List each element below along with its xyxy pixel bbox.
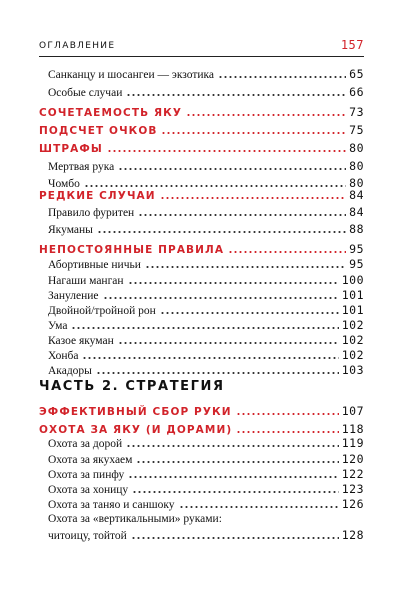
toc-section-page: 107 bbox=[341, 404, 364, 418]
dot-leader bbox=[136, 461, 338, 463]
toc-entry-title: Охота за якухаем bbox=[48, 454, 133, 466]
toc-entry-page: 120 bbox=[341, 452, 364, 466]
toc-entry-title: Акадоры bbox=[48, 365, 92, 377]
dot-leader bbox=[107, 150, 346, 152]
toc-entry-title: Охота за дорой bbox=[48, 438, 123, 450]
part-title: ЧАСТЬ 2. СТРАТЕГИЯ bbox=[39, 379, 225, 394]
toc-entry-page: 119 bbox=[341, 436, 364, 450]
dot-leader bbox=[160, 197, 347, 199]
toc-section-page: 80 bbox=[349, 141, 364, 155]
dot-leader bbox=[84, 185, 346, 187]
dot-leader bbox=[128, 476, 338, 478]
toc-part-heading bbox=[39, 379, 364, 394]
toc-entry bbox=[48, 85, 364, 99]
page-number: 157 bbox=[340, 38, 364, 52]
toc-section-page: 118 bbox=[341, 422, 364, 436]
dot-leader bbox=[82, 357, 338, 359]
dot-leader bbox=[96, 372, 339, 374]
toc-entry-page: 65 bbox=[349, 67, 364, 81]
toc-section-page: 75 bbox=[349, 123, 364, 137]
dot-leader bbox=[118, 168, 346, 170]
toc-entry-title: Охота за «вертикальными» руками: bbox=[48, 513, 222, 525]
toc-entry-title: Казое якуман bbox=[48, 335, 114, 347]
toc-entry bbox=[48, 273, 364, 287]
toc-entry-page: 102 bbox=[341, 348, 364, 362]
dot-leader bbox=[236, 413, 339, 415]
toc-section-title: РЕДКИЕ СЛУЧАИ bbox=[39, 190, 156, 202]
toc-section-title: ПОДСЧЕТ ОЧКОВ bbox=[39, 125, 158, 137]
dot-leader bbox=[145, 266, 346, 268]
dot-leader bbox=[131, 537, 339, 539]
toc-entry bbox=[48, 436, 364, 450]
toc-entry bbox=[48, 222, 364, 236]
toc-section-title: ЭФФЕКТИВНЫЙ СБОР РУКИ bbox=[39, 406, 232, 418]
toc-entry bbox=[48, 159, 364, 173]
toc-entry-title: Правило фуритен bbox=[48, 207, 135, 219]
toc-entry-page: 122 bbox=[341, 467, 364, 481]
toc-entry bbox=[48, 452, 364, 466]
toc-entry-page: 101 bbox=[341, 303, 364, 317]
toc-entry-page: 88 bbox=[349, 222, 364, 236]
toc-section bbox=[39, 422, 364, 436]
dot-leader bbox=[128, 282, 339, 284]
toc-entry-title: Санканцу и шосангеи — экзотика bbox=[48, 69, 215, 81]
toc-entry-title: Особые случаи bbox=[48, 87, 123, 99]
dot-leader bbox=[179, 506, 339, 508]
toc-section-page: 95 bbox=[349, 242, 364, 256]
toc-section-page: 73 bbox=[349, 105, 364, 119]
toc-entry-title: Мертвая рука bbox=[48, 161, 115, 173]
toc-entry bbox=[48, 482, 364, 496]
dot-leader bbox=[160, 312, 339, 314]
dot-leader bbox=[97, 231, 346, 233]
page-header bbox=[39, 38, 364, 57]
toc-section-title: СОЧЕТАЕМОСТЬ ЯКУ bbox=[39, 107, 183, 119]
dot-leader bbox=[161, 132, 346, 134]
toc-section bbox=[39, 188, 364, 202]
dot-leader bbox=[228, 251, 346, 253]
toc-entry-title: Охота за пинфу bbox=[48, 469, 125, 481]
toc-entry bbox=[48, 467, 364, 481]
toc-section bbox=[39, 242, 364, 256]
dot-leader bbox=[118, 342, 339, 344]
toc-entry-title: Охота за таняо и саншоку bbox=[48, 499, 175, 511]
toc-section bbox=[39, 404, 364, 418]
toc-entry-page: 102 bbox=[341, 333, 364, 347]
toc-entry-page: 80 bbox=[349, 176, 364, 190]
toc-entry bbox=[48, 363, 364, 377]
toc-entry-page: 102 bbox=[341, 318, 364, 332]
dot-leader bbox=[186, 114, 346, 116]
toc-entry-page: 84 bbox=[349, 205, 364, 219]
running-header-title: ОГЛАВЛЕНИЕ bbox=[39, 41, 116, 51]
toc-section bbox=[39, 123, 364, 137]
toc-entry-title: Ума bbox=[48, 320, 68, 332]
toc-entry-title: Чомбо bbox=[48, 178, 80, 190]
toc-entry bbox=[48, 497, 364, 511]
toc-entry-title: Абортивные ничьи bbox=[48, 259, 141, 271]
toc-entry-page: 128 bbox=[341, 528, 364, 542]
toc-entry-title: Нагаши манган bbox=[48, 275, 124, 287]
dot-leader bbox=[103, 297, 339, 299]
toc-entry-title: Охота за хоницу bbox=[48, 484, 129, 496]
toc-entry bbox=[48, 333, 364, 347]
toc-entry-title: Хонба bbox=[48, 350, 79, 362]
toc-entry bbox=[48, 205, 364, 219]
toc-entry bbox=[48, 303, 364, 317]
dot-leader bbox=[126, 94, 346, 96]
toc-entry bbox=[48, 67, 364, 81]
dot-leader bbox=[132, 491, 339, 493]
toc-entry-title: Двойной/тройной рон bbox=[48, 305, 156, 317]
toc-entry-page: 66 bbox=[349, 85, 364, 99]
toc-section-title: ШТРАФЫ bbox=[39, 143, 103, 155]
toc-section bbox=[39, 141, 364, 155]
dot-leader bbox=[126, 445, 339, 447]
toc-entry bbox=[48, 257, 364, 271]
toc-entry bbox=[48, 348, 364, 362]
toc-section-title: НЕПОСТОЯННЫЕ ПРАВИЛА bbox=[39, 244, 225, 256]
toc-entry-page: 126 bbox=[341, 497, 364, 511]
dot-leader bbox=[71, 327, 338, 329]
toc-entry-title: читоицу, тойтой bbox=[48, 530, 127, 542]
toc-entry bbox=[48, 318, 364, 332]
dot-leader bbox=[218, 76, 346, 78]
toc-entry bbox=[48, 528, 364, 542]
toc-section bbox=[39, 105, 364, 119]
toc-entry-page: 100 bbox=[341, 273, 364, 287]
toc-entry-title: Зануление bbox=[48, 290, 99, 302]
toc-entry-page: 80 bbox=[349, 159, 364, 173]
toc-entry-page: 123 bbox=[341, 482, 364, 496]
dot-leader bbox=[236, 431, 338, 433]
toc-entry-multiline-first bbox=[48, 513, 364, 525]
toc-entry bbox=[48, 288, 364, 302]
toc-section-title: ОХОТА ЗА ЯКУ (И ДОРАМИ) bbox=[39, 424, 233, 436]
toc-entry-title: Якуманы bbox=[48, 224, 93, 236]
toc-entry-page: 101 bbox=[341, 288, 364, 302]
dot-leader bbox=[138, 214, 346, 216]
toc-entry-page: 103 bbox=[341, 363, 364, 377]
toc-entry-page: 95 bbox=[349, 257, 364, 271]
toc-section-page: 84 bbox=[349, 188, 364, 202]
